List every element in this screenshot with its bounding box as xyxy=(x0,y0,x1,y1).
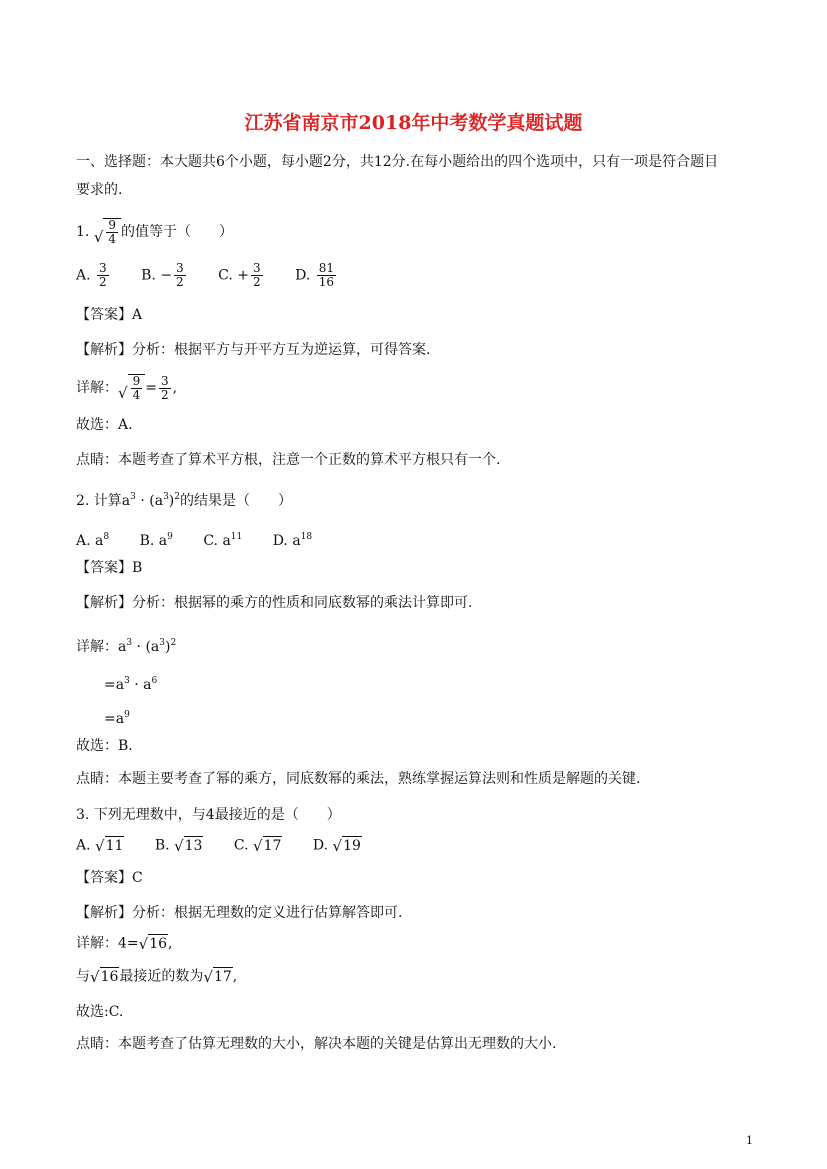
question-2-answer: 【答案】B xyxy=(76,560,143,576)
question-2-stem: 2. 计算$a^3 \cdot (a^3)^2$的结果是（ ） xyxy=(76,492,292,509)
question-1-choice: 故选：A. xyxy=(76,417,133,433)
option-d[interactable]: D. $a^{18}$ xyxy=(272,532,313,549)
option-d[interactable]: D. $\frac{81}{16}$ xyxy=(295,261,335,289)
option-c[interactable]: C. + $\frac{3}{2}$ xyxy=(218,261,261,289)
question-2-options xyxy=(76,528,338,550)
question-1-analysis: 【解析】分析：根据平方与开平方互为逆运算，可得答案. xyxy=(76,342,431,358)
question-3-detail-1: 详解：4= √ 16 , xyxy=(76,935,173,953)
question-3-detail-2: 与 √ 16 最接近的数为 √ 17 , xyxy=(76,968,238,986)
question-2-detail-2: $=a^3 \cdot a^6$ xyxy=(104,676,158,693)
question-1-answer: 【答案】A xyxy=(76,307,143,323)
option-a[interactable]: A. √ 11 xyxy=(76,837,124,855)
question-2-comment: 点睛：本题主要考查了幂的乘方，同底数幂的乘法，熟练掌握运算法则和性质是解题的关键. xyxy=(76,771,641,787)
page-number: 1 xyxy=(746,1134,753,1147)
option-b[interactable]: B. − $\frac{3}{2}$ xyxy=(141,261,184,289)
fraction: $\frac{9}{4}$ xyxy=(108,218,117,246)
option-a[interactable]: A. $\frac{3}{2}$ xyxy=(76,261,107,289)
question-2-detail-1: 详解：$a^3 \cdot (a^3)^2$ xyxy=(76,638,177,655)
question-3-options xyxy=(76,836,388,855)
question-2-analysis: 【解析】分析：根据幂的乘方的性质和同底数幂的乘法计算即可. xyxy=(76,595,473,611)
option-d[interactable]: D. √ 19 xyxy=(312,837,361,855)
question-1-stem xyxy=(76,218,233,246)
section-intro-line-1: 一、选择题：本大题共6个小题，每小题2分，共12分.在每小题给出的四个选项中，只有一项是符合题目 xyxy=(76,154,719,170)
option-a[interactable]: A. $a^8$ xyxy=(76,532,110,549)
option-b[interactable]: B. $a^9$ xyxy=(139,532,173,549)
question-3-choice: 故选:C. xyxy=(76,1004,124,1020)
option-b[interactable]: B. √ 13 xyxy=(154,837,203,855)
section-intro-line-2: 要求的. xyxy=(76,182,123,198)
radical: √ $\frac{9}{4}$ xyxy=(94,218,121,246)
question-1-detail: 详解： √ $\frac{9}{4}$ = $\frac{3}{2}$ , xyxy=(76,373,178,402)
question-3-analysis: 【解析】分析：根据无理数的定义进行估算解答即可. xyxy=(76,905,403,921)
question-1-options xyxy=(76,262,364,289)
question-1-comment: 点睛：本题考查了算术平方根，注意一个正数的算术平方根只有一个. xyxy=(76,452,501,468)
page-title: 江苏省南京市2018年中考数学真题试题 xyxy=(244,112,583,134)
question-2-detail-3: $=a^9$ xyxy=(104,710,130,727)
question-3-stem: 3. 下列无理数中，与4最接近的是（ ） xyxy=(76,807,341,823)
question-3-comment: 点睛：本题考查了估算无理数的大小，解决本题的关键是估算出无理数的大小. xyxy=(76,1036,557,1052)
question-1-number: 1. xyxy=(76,224,90,240)
question-2-choice: 故选：B. xyxy=(76,738,133,754)
option-c[interactable]: C. $a^{11}$ xyxy=(203,532,243,549)
question-3-answer: 【答案】C xyxy=(76,870,143,886)
question-1-tail: 的值等于（ ） xyxy=(121,224,234,240)
option-c[interactable]: C. √ 17 xyxy=(233,837,282,855)
